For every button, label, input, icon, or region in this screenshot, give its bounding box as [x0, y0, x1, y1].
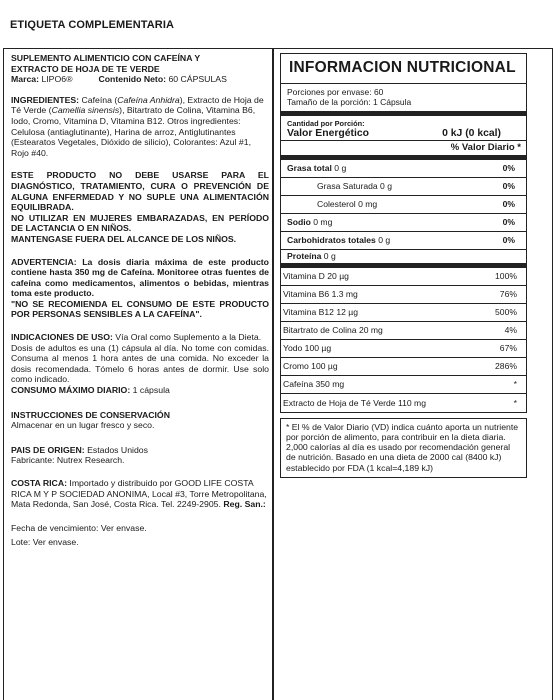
- brand-value: LIPO6®: [41, 74, 73, 85]
- reg-san-label: Reg. San.:: [223, 499, 266, 510]
- nutrient-amount: 0 g: [377, 181, 393, 192]
- vitamin-label: Vitamina B6 1.3 mg: [283, 289, 358, 300]
- net-content-value: 60 CÁPSULAS: [168, 74, 227, 85]
- vitamin-row: [281, 322, 526, 340]
- nutrient-row: [281, 250, 526, 268]
- nutrition-panel: [280, 53, 527, 478]
- nutrient-name: Grasa total: [287, 163, 332, 174]
- warning-pregnancy: NO UTILIZAR EN MUJERES EMBARAZADAS, EN PERÍODO DE LACTANCIA O EN NIÑOS.: [11, 212, 269, 234]
- vitamin-row: [281, 286, 526, 304]
- energy-row: [281, 128, 526, 141]
- nutrient-row: [281, 178, 526, 196]
- origin-value: Estados Unidos: [87, 444, 148, 455]
- vitamin-row: [281, 340, 526, 358]
- max-daily-value: 1 cápsula: [132, 385, 170, 396]
- advertencia: [11, 257, 269, 299]
- nutrient-pct: 0%: [502, 163, 515, 174]
- amount-per-serving: Cantidad por Porción:: [287, 118, 365, 128]
- max-daily-intake: [11, 385, 269, 396]
- nutrient-name: Grasa Saturada: [317, 181, 378, 192]
- serving-size: Tamaño de la porción: 1 Cápsula: [287, 97, 412, 108]
- vitamin-label: Bitartrato de Colina 20 mg: [283, 325, 383, 336]
- expiration-date: Fecha de vencimiento: Ver envase.: [11, 522, 147, 533]
- origin-label: PAIS DE ORIGEN:: [11, 444, 85, 455]
- vitamin-row: [281, 394, 526, 412]
- nutrient-amount: 0 g: [375, 235, 391, 246]
- nutrient-label: [287, 235, 390, 245]
- nutrient-label: [287, 163, 346, 173]
- vitamin-label: Vitamina D 20 µg: [283, 271, 349, 282]
- column-divider: [272, 48, 274, 700]
- label-left-column: [11, 53, 269, 548]
- nutrient-pct: 0%: [502, 235, 515, 246]
- vitamin-pct: 100%: [495, 271, 517, 282]
- net-content-label: Contenido Neto:: [98, 74, 167, 85]
- costa-rica-text: Importado y distribuido por GOOD LIFE COSTA RICA M Y P SOCIEDAD ANONIMA, Local #3, Torre Metropolitana, Mata Redonda, San José, Costa Rica. Tel. 2249-2905.: [11, 478, 267, 510]
- nutrient-amount: 0 g: [331, 163, 347, 174]
- vitamin-label: Cafeína 350 mg: [283, 379, 345, 390]
- ingredients-text-2: ), Extracto de Hoja de Té Verde (: [11, 94, 264, 116]
- energy-value: 0 kJ (0 kcal): [442, 127, 501, 139]
- storage-text: Almacenar en un lugar fresco y seco.: [11, 420, 155, 431]
- origin-country: [11, 445, 269, 456]
- usage-label: INDICACIONES DE USO:: [11, 332, 113, 343]
- advertencia-text: La dosis diaria máxima de este producto contiene hasta 350 mg de Cafeína. Monitoree otras fuentes de cafeína como medicamentos, alimentos o bebidas, mientras toma este producto.: [11, 256, 269, 299]
- net-content: [98, 74, 226, 85]
- nutrient-label: [287, 217, 332, 227]
- daily-value-footnote: * El % de Valor Diario (VD) indica cuánto aporta un nutriente por porción de alimento, para contribuir en la dieta diaria. 2,000 calorías al día es usado por recomendación general de nutrición. Basado en una dieta de 2000 cal (8400 kJ) establecido por FDA (1 kcal=4,189 kJ): [280, 418, 527, 478]
- costa-rica-label: COSTA RICA:: [11, 478, 67, 488]
- warning-children: MANTENGASE FUERA DEL ALCANCE DE LOS NIÑOS.: [11, 233, 237, 244]
- nutrient-pct: 0%: [502, 217, 515, 228]
- nutrient-row: [281, 214, 526, 232]
- nutrient-row: [281, 160, 526, 178]
- nutrient-pct: 0%: [502, 199, 515, 210]
- vitamin-row: [281, 268, 526, 286]
- nutrient-row: [281, 196, 526, 214]
- ingredients: [11, 95, 269, 159]
- daily-value-header: % Valor Diario *: [281, 141, 526, 160]
- nutrition-facts-box: [280, 53, 527, 413]
- usage-text: Vía Oral como Suplemento a la Dieta.: [115, 332, 262, 343]
- nutrient-label: [317, 181, 392, 191]
- ingredients-text-1: Cafeína (: [81, 94, 118, 105]
- usage-dosage: Dosis de adultos es una (1) cápsula al día. No tome con comidas. Consuma al menos 1 hora antes de una comida. No exceder la dosis recomendada. Tómelo 6 horas antes de dormir. Use solo como indicado.: [11, 342, 269, 385]
- nutrient-name: Carbohidratos totales: [287, 235, 376, 246]
- nutrient-amount: 0 mg: [355, 199, 378, 210]
- serving-info: [281, 84, 526, 116]
- vitamin-pct: 67%: [499, 343, 517, 354]
- vitamin-pct: 4%: [504, 325, 517, 336]
- vitamin-pct: 286%: [495, 361, 517, 372]
- nutrient-row: [281, 232, 526, 250]
- storage-label: INSTRUCCIONES DE CONSERVACIÓN: [11, 409, 170, 420]
- product-name-line1: SUPLEMENTO ALIMENTICIO CON CAFEÍNA Y: [11, 53, 201, 63]
- ingredients-label: INGREDIENTES:: [11, 94, 80, 105]
- ingredients-italic-2: Camellia sinensis: [51, 105, 120, 116]
- page-title: ETIQUETA COMPLEMENTARIA: [10, 19, 175, 31]
- vitamin-pct: *: [513, 397, 517, 408]
- vitamin-pct: *: [513, 379, 517, 390]
- warning-diagnosis: ESTE PRODUCTO NO DEBE USARSE PARA EL DIAGNÓSTICO, TRATAMIENTO, CURA O PREVENCIÓN DE ALGUNA ENFERMEDAD Y NO SUPLE UNA ALIMENTACIÓN EQUILIBRADA.: [11, 170, 269, 213]
- max-daily-label: CONSUMO MÁXIMO DIARIO:: [11, 385, 131, 396]
- advertencia-quote: "NO SE RECOMIENDA EL CONSUMO DE ESTE PRODUCTO POR PERSONAS SENSIBLES A LA CAFEÍNA".: [11, 298, 269, 320]
- nutrient-name: Sodio: [287, 217, 311, 228]
- ingredients-text-3: ), Bitartrato de Colina, Vitamina B6, Iodo, Cromo, Vitamina D, Vitamina B12. Otros ingredientes: Celulosa (antiaglutinante), Harina de arroz, Antiglutinantes (Estearatos Vegetales, Dióxido de silicio), Colorantes: Azul #1, Rojo #40.: [11, 105, 256, 158]
- energy-label: Valor Energético: [287, 127, 369, 139]
- nutrient-name: Proteína: [287, 251, 322, 262]
- nutrient-label: [287, 251, 336, 261]
- nutrient-pct: 0%: [502, 181, 515, 192]
- vitamin-row: [281, 304, 526, 322]
- servings-per-container: Porciones por envase: 60: [287, 87, 384, 97]
- vitamin-label: Extracto de Hoja de Té Verde 110 mg: [283, 397, 426, 408]
- advertencia-label: ADVERTENCIA:: [11, 256, 77, 267]
- vitamin-label: Vitamina B12 12 µg: [283, 307, 359, 318]
- nutrient-label: [317, 199, 377, 209]
- vitamin-pct: 76%: [499, 289, 517, 300]
- manufacturer: Fabricante: Nutrex Research.: [11, 455, 125, 466]
- brand-row: [11, 74, 269, 85]
- product-name-line2: EXTRACTO DE HOJA DE TE VERDE: [11, 63, 160, 74]
- nutrient-amount: 0 mg: [310, 217, 333, 228]
- vitamin-row: [281, 376, 526, 394]
- vitamin-pct: 500%: [495, 307, 517, 318]
- lot-number: Lote: Ver envase.: [11, 537, 79, 548]
- nutrient-amount: 0 g: [321, 251, 336, 262]
- nutrition-title: INFORMACION NUTRICIONAL: [281, 54, 526, 84]
- brand: [11, 74, 72, 85]
- vitamin-label: Yodo 100 µg: [283, 343, 332, 354]
- ingredients-italic-1: Cafeína Anhidra: [117, 94, 180, 105]
- usage-indications: [11, 332, 269, 343]
- vitamin-label: Cromo 100 µg: [283, 361, 338, 372]
- vitamin-row: [281, 358, 526, 376]
- costa-rica-importer: [11, 478, 269, 510]
- nutrient-name: Colesterol: [317, 199, 356, 210]
- brand-label: Marca:: [11, 74, 40, 85]
